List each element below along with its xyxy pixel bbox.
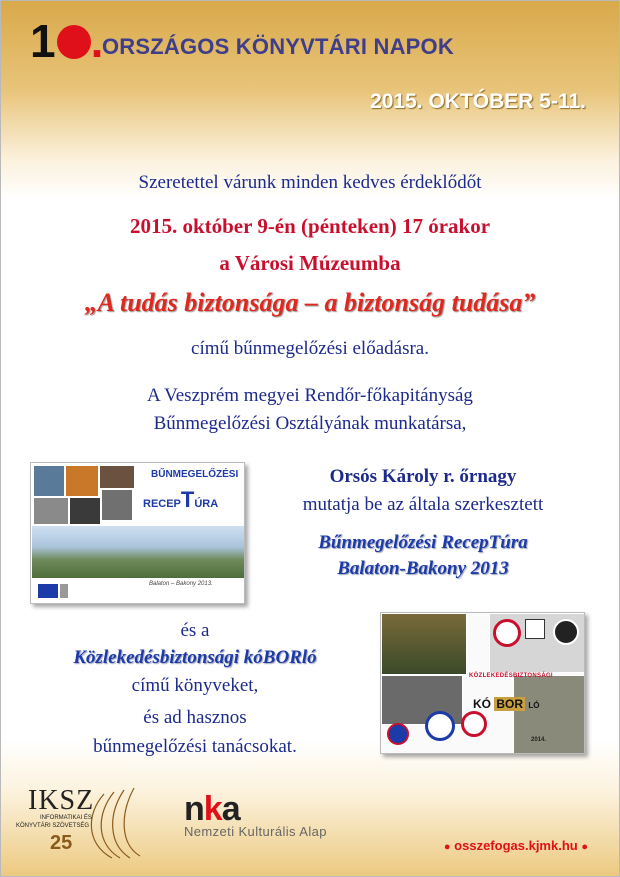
cover-photo [513,675,585,754]
book-cover-receptura [30,462,245,604]
event-title: ORSZÁGOS KÖNYVTÁRI NAPOK [102,34,454,59]
book1-title-line-2: Balaton-Bakony 2013 [337,558,509,579]
footer-website [444,838,588,853]
cover1-subtitle: Balaton – Bakony 2013. [149,581,213,587]
iksz-letters: IKSZ [28,785,95,816]
traffic-sign-icon [493,619,521,647]
iksz-name-line-1: INFORMATIKAI ÉS [40,815,92,821]
lecture-type: című bűnmegelőzési előadásra. [191,338,429,359]
book-cover-koborlo [380,612,585,754]
cover-photo [33,497,69,525]
organizer-line-1: A Veszprém megyei Rendőr-főkapitányság [147,385,473,406]
logo-number: 1 [30,15,56,67]
cover-photo [99,465,135,489]
no-parking-sign-icon [387,723,409,745]
cover1-title-top: BŰNMEGELŐZÉSI [151,469,239,480]
bullet-icon: ● [443,841,451,853]
logo-period-icon: . [90,15,104,67]
cover-photo [69,497,101,525]
event-time: 2015. október 9-én (pénteken) 17 órakor [129,214,491,238]
no-entry-sign-icon [461,711,487,737]
tire-icon [553,619,579,645]
cover1-title [143,487,218,513]
h-sign-icon [425,711,455,741]
event-venue: a Városi Múzeumba [219,251,401,275]
nka-mark-k: k [203,790,222,828]
cover2-year: 2014. [531,737,547,743]
event-logo [30,15,104,67]
cover2-title-lo: LÓ [528,701,540,710]
cover-landscape [31,525,245,579]
cover-photo [65,465,99,497]
cover1-title-ura: ÚRA [194,498,219,510]
book1-title-line-1: Bűnmegelőzési RecepTúra [318,532,528,553]
speaker-name: Orsós Károly r. őrnagy [329,466,517,487]
advice-line-1: és ad hasznos [143,707,247,728]
iksz-name-line-2: KÖNYVTÁRI SZÖVETSÉG [16,823,90,829]
and-text: és a [180,620,210,641]
cover2-title [473,697,539,711]
invitation-greeting: Szeretettel várunk minden kedves érdeklődőt [138,172,482,193]
iksz-anniversary: 25 [50,832,73,854]
bullet-icon: ● [581,841,588,853]
cover2-label: KÖZLEKEDÉSBIZTONSÁGI [469,673,553,679]
cover2-title-bor: BOR [496,697,524,711]
cover2-title-ko: KÓ [473,697,491,711]
lecture-title: „A tudás biztonsága – a biztonság tudása” [84,288,536,317]
advice-line-2: bűnmegelőzési tanácsokat. [93,736,297,757]
parking-sign-icon [525,619,545,639]
cover-photo [33,465,65,497]
organizer-line-2: Bűnmegelőzési Osztályának munkatársa, [153,413,467,434]
cover-photo [101,489,133,521]
nka-mark-n: n [184,790,204,828]
presents-text: mutatja be az általa szerkesztett [302,494,544,515]
crest-icon [59,583,69,599]
books-label: című könyveket, [131,675,259,696]
red-dot-icon [57,25,91,59]
cover-photo [381,613,467,675]
event-date: 2015. OKTÓBER 5-11. [370,90,586,113]
nka-name: Nemzeti Kulturális Alap [184,824,327,839]
book2-title: Közlekedésbiztonsági kóBORló [73,647,317,668]
footer-url-link[interactable]: osszefogas.kjmk.hu [454,838,578,853]
cover1-title-recep: RECEP [143,498,181,510]
eu-flag-icon [37,583,59,599]
nka-mark-a: a [221,790,240,828]
cover1-title-t: T [180,487,195,512]
